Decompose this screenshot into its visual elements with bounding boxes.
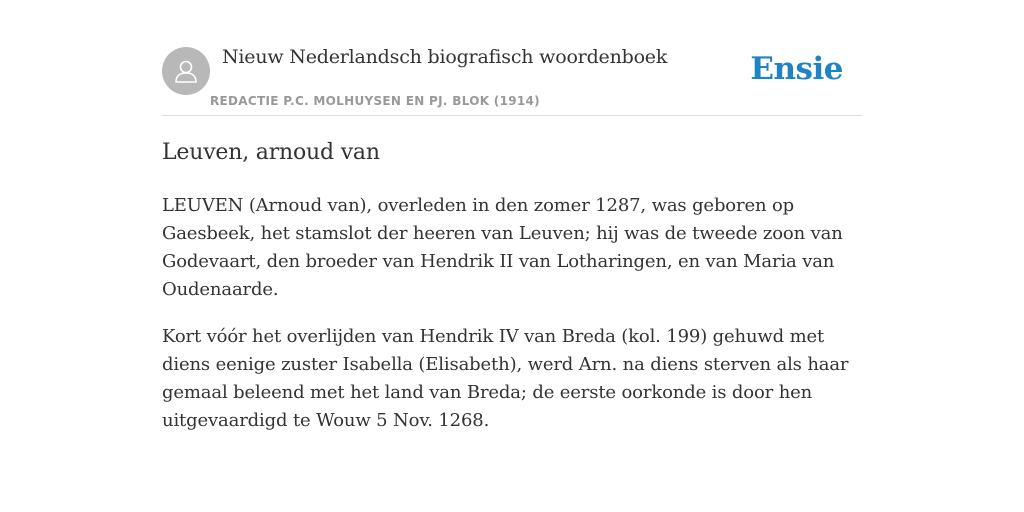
- entry-paragraph: Kort vóór het overlijden van Hendrik IV van Breda (kol. 199) gehuwd met diens eenige zuster Isabella (Elisabeth), werd Arn. na diens sterven als haar gemaal beleend met het land van Breda; de eerste oorkonde is door hen uitgevaardigd te Wouw 5 Nov. 1268.: [162, 326, 849, 431]
- user-icon: [172, 57, 200, 85]
- header: [162, 40, 862, 116]
- avatar[interactable]: [162, 47, 210, 95]
- entry-body: [162, 192, 862, 454]
- book-title[interactable]: Nieuw Nederlandsch biografisch woordenboek: [222, 46, 668, 68]
- book-subtitle: REDACTIE P.C. MOLHUYSEN EN PJ. BLOK (1914): [210, 94, 540, 108]
- entry-paragraph: LEUVEN (Arnoud van), overleden in den zomer 1287, was geboren op Gaesbeek, het stamslot der heeren van Leuven; hij was de tweede zoon van Godevaart, den broeder van Hendrik II van Lotharingen, en van Maria van Oudenaarde.: [162, 195, 843, 300]
- brand-logo[interactable]: Ensie: [750, 51, 843, 87]
- entry-title: Leuven, arnoud van: [162, 140, 380, 165]
